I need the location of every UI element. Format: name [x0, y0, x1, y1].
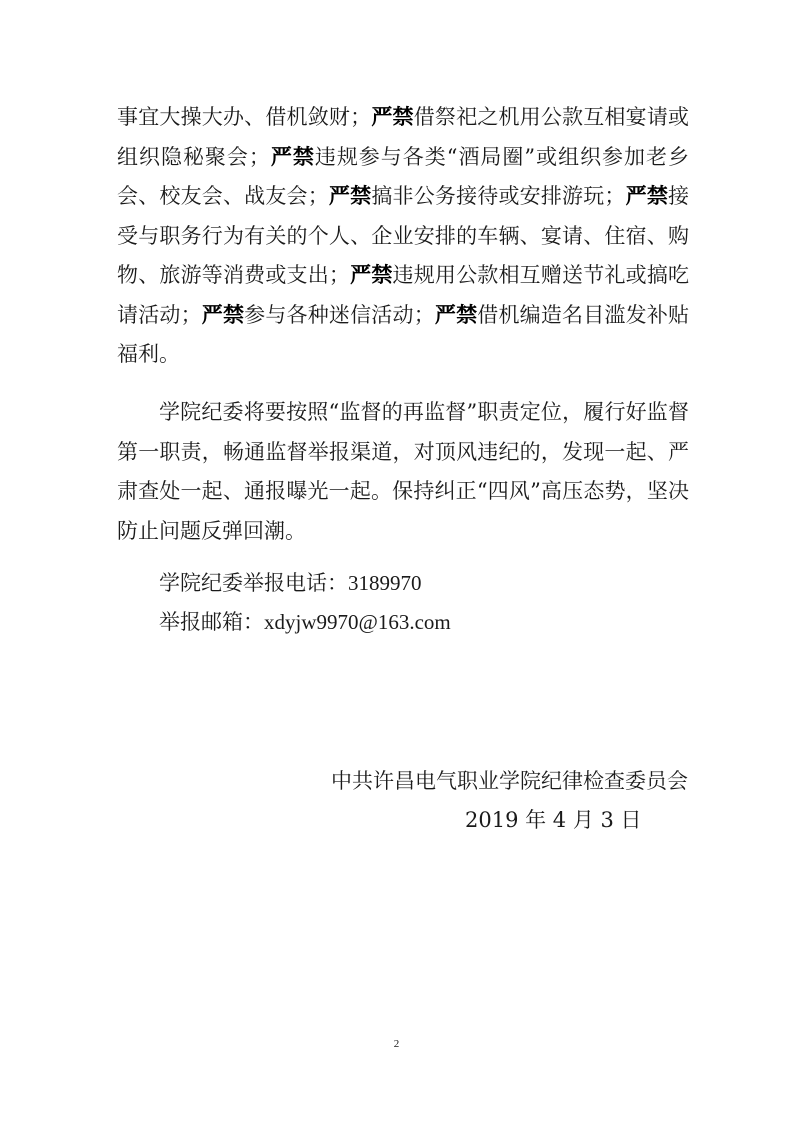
paragraph-prohibitions-text	[117, 98, 689, 375]
prohibition-text: 接受与职务行为有关的个人、企业安排的车辆、宴请、住宿、购物、旅游等消费或支出；	[117, 184, 690, 287]
prohibition-text: 违规参与各类“酒局圈”或组织参加老乡会、校友会、战友会；	[117, 144, 689, 208]
contact-email-value: xdyjw9970@163.com	[264, 610, 451, 634]
paragraph-supervision	[117, 393, 689, 551]
contact-phone-value: 3189970	[348, 571, 422, 595]
prohibition-keyword: 严禁	[269, 144, 315, 169]
prohibition-keyword: 严禁	[371, 105, 414, 129]
contact-phone-line	[159, 564, 422, 604]
prohibition-keyword: 严禁	[625, 184, 669, 208]
page-number: 2	[393, 1038, 400, 1050]
signature-date: 2019 年 4 月 3 日	[465, 808, 642, 832]
prohibition-keyword: 严禁	[201, 302, 245, 327]
prohibition-text: 事宜大操大办、借机敛财；	[117, 105, 372, 129]
paragraph-prohibitions	[117, 98, 689, 375]
contact-email-line	[159, 603, 451, 643]
prohibition-text: 搞非公务接待或安排游玩；	[371, 184, 626, 208]
prohibition-text: 借祭祀之机用公款互相宴请或组织隐秘聚会；	[117, 105, 690, 169]
prohibition-keyword: 严禁	[349, 263, 393, 287]
contact-email-label: 举报邮箱：	[159, 610, 264, 634]
signature-organization: 中共许昌电气职业学院纪律检查委员会	[331, 769, 688, 793]
paragraph-supervision-text: 学院纪委将要按照“监督的再监督”职责定位，履行好监督第一职责，畅通监督举报渠道，对顶风违纪的，发现一起、严肃查处一起、通报曝光一起。保持纠正“四风”高压态势，坚决防止问题反弹回潮。	[117, 400, 689, 543]
prohibition-text: 参与各种迷信活动；	[244, 302, 435, 327]
prohibition-keyword: 严禁	[328, 184, 372, 208]
prohibition-text: 借机编造名目滥发补贴福利。	[117, 302, 690, 366]
prohibition-text: 违规用公款相互赠送节礼或搞吃请活动；	[117, 263, 690, 327]
contact-phone-label: 学院纪委举报电话：	[159, 571, 348, 595]
prohibition-keyword: 严禁	[434, 302, 478, 327]
